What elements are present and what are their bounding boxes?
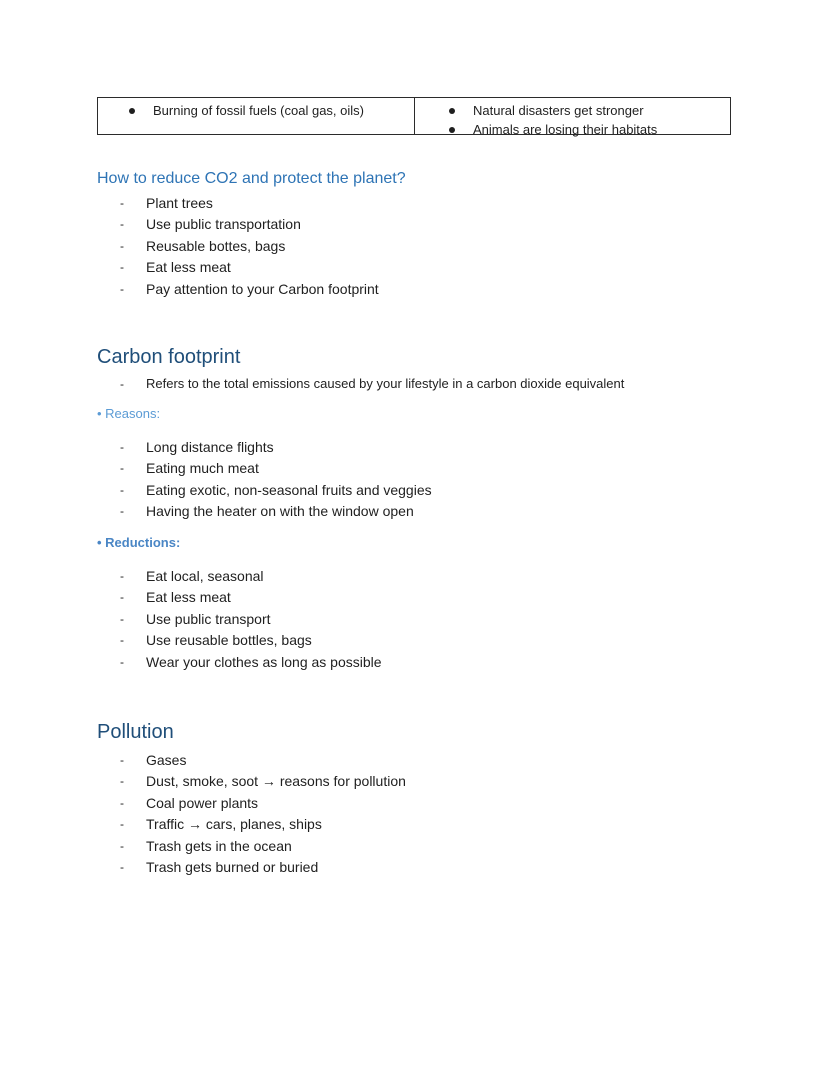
list-item-text: Having the heater on with the window open [146, 503, 414, 520]
list-item-text: Wear your clothes as long as possible [146, 653, 382, 670]
list-item [120, 458, 432, 480]
list-item-text: Plant trees [146, 194, 213, 211]
dash-bullet: - [120, 633, 124, 648]
table-item-text: Animals are losing their habitats [473, 122, 658, 137]
list-item [120, 608, 382, 630]
table-item-text: Natural disasters get stronger [473, 103, 644, 118]
list-item [120, 771, 406, 793]
table-bullet-item [415, 101, 730, 120]
list-item [120, 278, 379, 300]
dash-bullet: - [120, 376, 124, 391]
list-item [120, 479, 432, 501]
dash-bullet: - [120, 195, 124, 210]
list-item-text: Eat local, seasonal [146, 567, 264, 584]
table-bullet-item [415, 120, 730, 139]
reasons-list [120, 436, 432, 522]
dash-bullet: - [120, 838, 124, 853]
bullet-icon [129, 108, 135, 114]
list-item-text: Use public transport [146, 610, 271, 627]
reduce-co2-list [120, 192, 379, 300]
carbon-footprint-heading: Carbon footprint [97, 346, 241, 368]
table-cell-causes [98, 98, 415, 134]
pollution-list [120, 749, 406, 878]
dash-bullet: - [120, 482, 124, 497]
dash-bullet: - [120, 590, 124, 605]
pollution-heading: Pollution [97, 721, 174, 743]
dash-bullet: - [120, 817, 124, 832]
reductions-label: • Reductions: [97, 535, 181, 550]
list-item-text: Pay attention to your Carbon footprint [146, 280, 379, 297]
list-item-text: Trash gets in the ocean [146, 837, 292, 854]
reasons-label: • Reasons: [97, 406, 161, 421]
list-item [120, 373, 624, 395]
dash-bullet: - [120, 461, 124, 476]
list-item [120, 814, 406, 836]
dash-bullet: - [120, 281, 124, 296]
reduce-co2-heading: How to reduce CO2 and protect the planet? [97, 170, 406, 187]
dash-bullet: - [120, 795, 124, 810]
dash-bullet: - [120, 439, 124, 454]
carbon-definition-list [120, 373, 624, 395]
bullet-icon [449, 127, 455, 133]
table-item-text: Burning of fossil fuels (coal gas, oils) [153, 103, 364, 118]
list-item-text: Coal power plants [146, 794, 259, 811]
list-item-text: Use public transportation [146, 216, 301, 233]
dash-bullet: - [120, 260, 124, 275]
list-item [120, 214, 379, 236]
list-item-text: Gases [146, 751, 187, 768]
bullet-icon [449, 108, 455, 114]
dash-bullet: - [120, 217, 124, 232]
dash-bullet: - [120, 238, 124, 253]
list-item [120, 630, 382, 652]
list-item-text: Reusable bottes, bags [146, 237, 286, 254]
list-item-text: Eat less meat [146, 589, 231, 606]
list-item [120, 501, 432, 523]
list-item [120, 192, 379, 214]
list-item-text: Eating much meat [146, 460, 259, 477]
table-cell-effects [415, 98, 730, 137]
list-item [120, 257, 379, 279]
list-item [120, 792, 406, 814]
reductions-list [120, 565, 382, 673]
dash-bullet: - [120, 860, 124, 875]
list-item [120, 651, 382, 673]
list-item-text: Traffic → cars, planes, ships [146, 816, 322, 833]
list-item-text: Long distance flights [146, 438, 274, 455]
list-item-text: Trash gets burned or buried [146, 859, 319, 876]
table-bullet-item [98, 101, 414, 120]
dash-bullet: - [120, 611, 124, 626]
list-item-text: Dust, smoke, soot → reasons for pollution [146, 773, 406, 790]
list-item [120, 857, 406, 879]
carbon-definition-text: Refers to the total emissions caused by your lifestyle in a carbon dioxide equivalent [146, 376, 625, 392]
list-item [120, 235, 379, 257]
dash-bullet: - [120, 752, 124, 767]
list-item [120, 436, 432, 458]
dash-bullet: - [120, 504, 124, 519]
list-item [120, 565, 382, 587]
dash-bullet: - [120, 568, 124, 583]
list-item [120, 749, 406, 771]
list-item [120, 835, 406, 857]
dash-bullet: - [120, 654, 124, 669]
list-item [120, 587, 382, 609]
list-item-text: Eat less meat [146, 259, 231, 276]
dash-bullet: - [120, 774, 124, 789]
list-item-text: Eating exotic, non-seasonal fruits and veggies [146, 481, 432, 498]
list-item-text: Use reusable bottles, bags [146, 632, 312, 649]
causes-effects-table [97, 97, 731, 135]
